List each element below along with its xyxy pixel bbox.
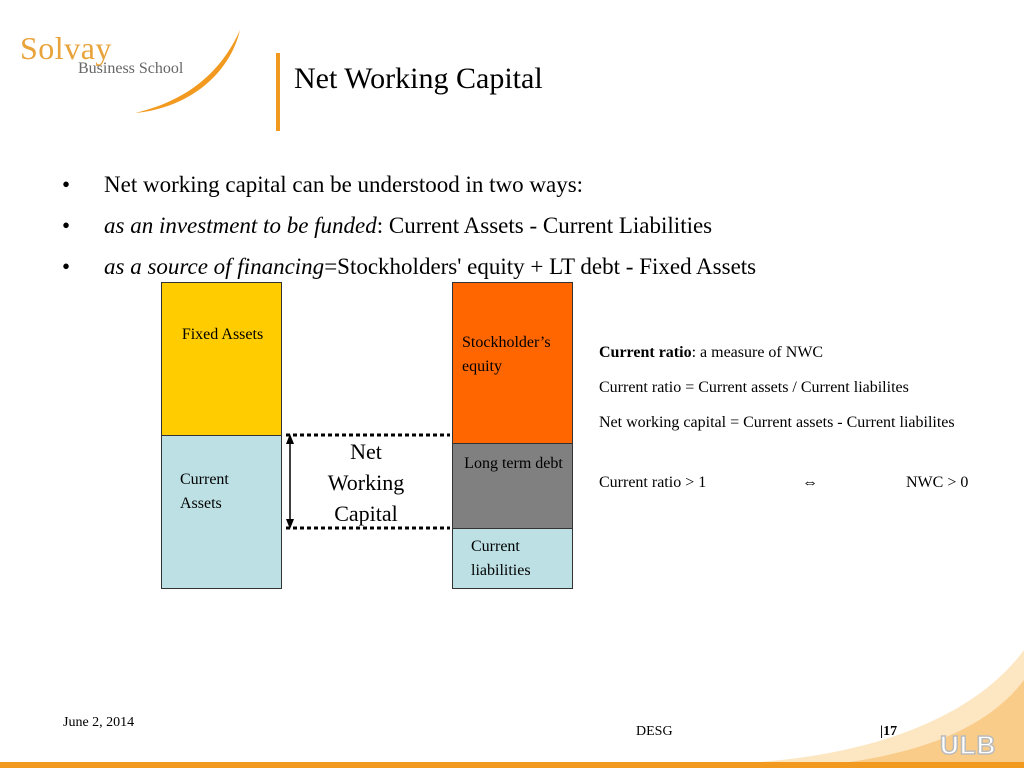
current-assets-label: Current Assets: [180, 471, 229, 512]
fixed-assets-label: Fixed Assets: [181, 326, 264, 343]
lt-debt-label: Long term debt: [464, 455, 563, 472]
equivalence-icon: ⇔: [802, 474, 818, 491]
bullet-item: • as a source of financing=Stockholders' equity + LT debt - Fixed Assets: [60, 250, 756, 291]
lt-debt-box: [452, 443, 573, 529]
title-rule: [276, 53, 280, 131]
logo-subtitle: Business School: [78, 60, 184, 77]
bullet-item: • Net working capital can be understood in two ways:: [60, 168, 756, 209]
current-ratio-formula: Current ratio = Current assets / Current liabilites: [599, 379, 909, 396]
ulb-logo: ULB: [940, 730, 997, 760]
bullet-item: • as an investment to be funded: Current Assets - Current Liabilities: [60, 209, 756, 250]
nwc-formula: Net working capital = Current assets - Current liabilites: [599, 414, 955, 431]
current-liabilities-box: [452, 528, 573, 589]
condition-row: Current ratio > 1 ⇔ NWC > 0: [599, 471, 989, 495]
footer-date: June 2, 2014: [63, 715, 135, 730]
nwc-label: Net Working Capital: [327, 439, 405, 526]
equity-label: Stockholder’s equity: [462, 334, 551, 375]
bottom-accent-line: [0, 762, 1024, 768]
footer-desg: DESG: [636, 724, 673, 739]
current-ratio-note: Current ratio: a measure of NWC: [599, 344, 824, 361]
bullet-list: [60, 168, 756, 291]
current-assets-box: [161, 435, 282, 589]
logo-name: Solvay: [20, 30, 112, 66]
equity-box: [452, 282, 573, 444]
current-liabilities-label: Current liabilities: [471, 538, 531, 579]
fixed-assets-box: [161, 282, 282, 436]
slide-title: Net Working Capital: [294, 62, 543, 95]
page-number: |17: [880, 724, 898, 739]
